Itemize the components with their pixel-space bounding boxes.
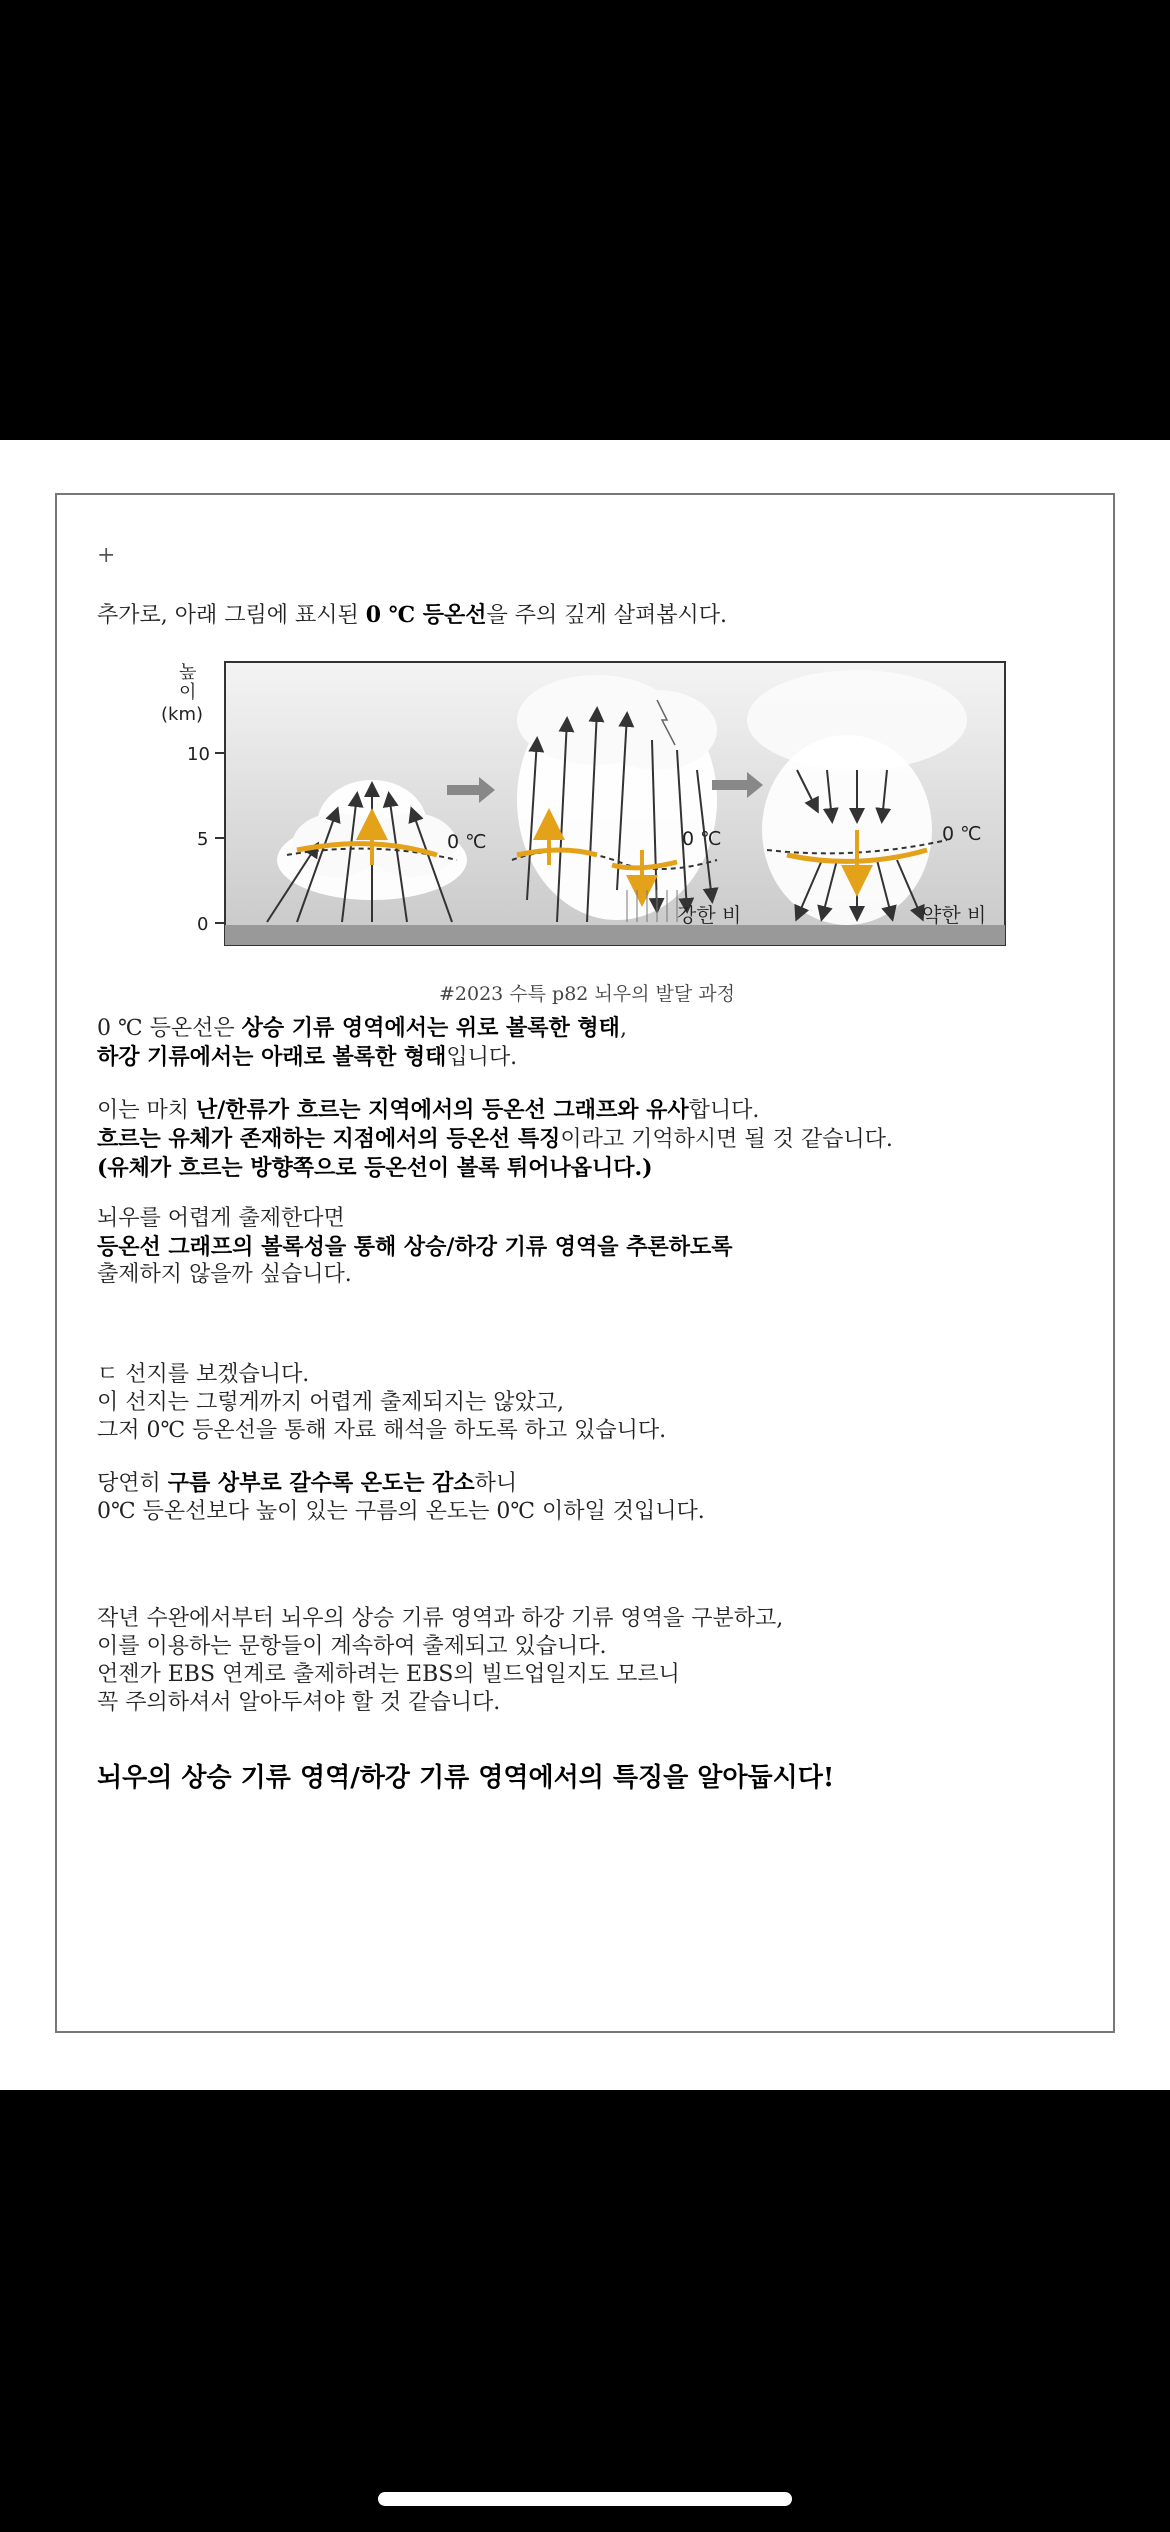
isotherm-label-3: 0 ℃	[942, 823, 982, 845]
p5-line2: 0℃ 등온선보다 높이 있는 구름의 온도는 0℃ 이하일 것입니다.	[97, 1499, 705, 1524]
isotherm-label-1: 0 ℃	[447, 831, 487, 853]
plus-mark: +	[97, 543, 116, 568]
thunderstorm-diagram	[157, 660, 1007, 975]
p5-line1-text: 당연히	[97, 1471, 168, 1496]
p1-line1-bold: 상승 기류 영역에서는 위로 볼록한 형태	[241, 1015, 620, 1041]
p4-line1: ㄷ 선지를 보겠습니다.	[97, 1362, 310, 1387]
thunderstorm-figure	[157, 660, 1007, 975]
p5-line1-bold: 구름 상부로 갈수록 온도는 감소	[167, 1470, 475, 1496]
tick-5: 5	[197, 829, 209, 850]
p6-line4: 꼭 주의하셔서 알아두셔야 할 것 같습니다.	[97, 1690, 501, 1715]
rain-weak-label: 약한 비	[922, 903, 987, 927]
isotherm-label-2: 0 ℃	[682, 828, 722, 850]
p2-line1-bold: 난/한류가 흐르는 지역에서의 등온선 그래프와 유사	[196, 1097, 689, 1123]
p4-line2: 이 선지는 그렇게까지 어렵게 출제되지는 않았고,	[97, 1390, 565, 1415]
p2-line2-bold: 흐르는 유체가 존재하는 지점에서의 등온선 특징	[97, 1126, 561, 1152]
tick-0: 0	[197, 914, 209, 935]
p1-line1-text: 0 ℃ 등온선은	[97, 1016, 242, 1041]
p1-line2-bold: 하강 기류에서는 아래로 볼록한 형태	[97, 1044, 447, 1070]
ground	[225, 925, 1005, 945]
intro-paragraph	[97, 601, 1087, 630]
paragraph-5	[97, 1469, 1087, 1526]
p2-line1-end: 합니다.	[688, 1098, 760, 1123]
p2-line2-end: 이라고 기억하시면 될 것 같습니다.	[560, 1127, 893, 1152]
paragraph-3	[97, 1205, 1087, 1289]
home-indicator[interactable]	[378, 2492, 792, 2506]
p1-line1-end: ,	[619, 1016, 627, 1041]
intro-text: 추가로, 아래 그림에 표시된	[97, 603, 366, 628]
p4-line3: 그저 0℃ 등온선을 통해 자료 해석을 하도록 하고 있습니다.	[97, 1418, 667, 1443]
tick-10: 10	[187, 744, 210, 765]
paragraph-4	[97, 1361, 1087, 1445]
p6-line3: 언젠가 EBS 연계로 출제하려는 EBS의 빌드업일지도 모르니	[97, 1662, 680, 1687]
p2-line1-text: 이는 마치	[97, 1098, 196, 1123]
paragraph-6	[97, 1605, 1087, 1717]
p5-line1-end: 하니	[474, 1471, 518, 1496]
figure-caption: #2023 수특 p82 뇌우의 발달 과정	[439, 983, 735, 1005]
p6-line1: 작년 수완에서부터 뇌우의 상승 기류 영역과 하강 기류 영역을 구분하고,	[97, 1606, 784, 1631]
p2-line3-bold: (유체가 흐르는 방향쪽으로 등온선이 볼록 튀어나옵니다.)	[97, 1155, 653, 1181]
content-frame	[55, 493, 1115, 2033]
p3-line3: 출제하지 않을까 싶습니다.	[97, 1262, 352, 1287]
paragraph-1	[97, 1014, 1087, 1072]
axis-unit: (km)	[161, 704, 204, 725]
intro-bold: 0 ℃ 등온선	[365, 602, 487, 628]
p3-line1: 뇌우를 어렵게 출제한다면	[97, 1206, 345, 1231]
p6-line2: 이를 이용하는 문항들이 계속하여 출제되고 있습니다.	[97, 1634, 607, 1659]
document-page	[0, 440, 1170, 2090]
p3-line2-bold: 등온선 그래프의 볼록성을 통해 상승/하강 기류 영역을 추론하도록	[97, 1234, 733, 1260]
paragraph-2	[97, 1096, 1087, 1183]
axis-label-1: 높	[179, 662, 197, 683]
intro-text-end: 을 주의 깊게 살펴봅시다.	[486, 603, 727, 628]
final-statement: 뇌우의 상승 기류 영역/하강 기류 영역에서의 특징을 알아둡시다!	[97, 1763, 835, 1793]
rain-strong-label: 강한 비	[677, 903, 742, 927]
p1-line2-end: 입니다.	[446, 1045, 518, 1070]
axis-label-2: 이	[179, 682, 197, 703]
